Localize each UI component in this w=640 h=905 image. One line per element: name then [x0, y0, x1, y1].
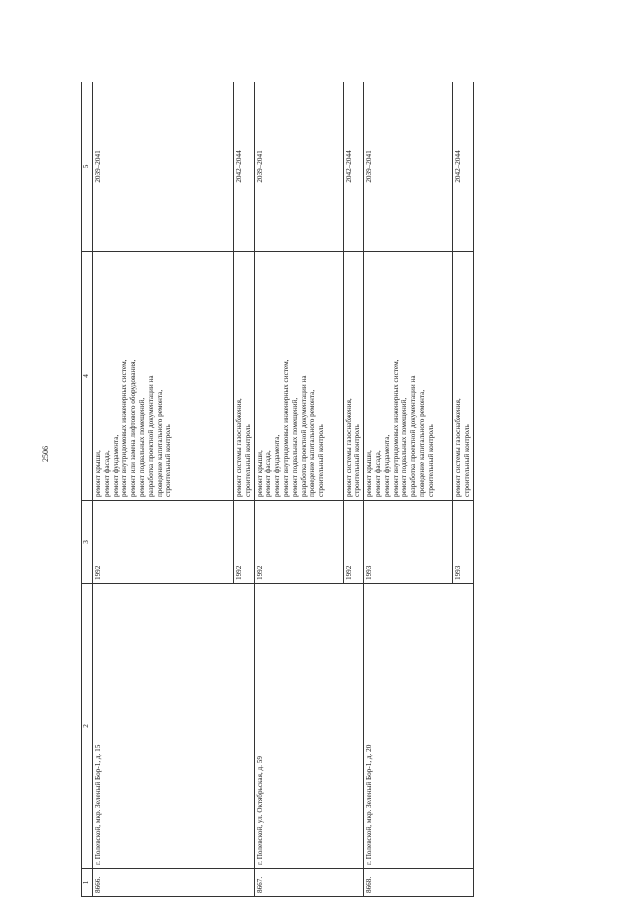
period-cell: 2042–2044 — [453, 82, 474, 252]
page-number: 2506 — [41, 446, 50, 462]
work-item: ремонт подвальных помещений, — [400, 397, 409, 497]
period-cell: 2039–2041 — [254, 82, 343, 252]
work-item: ремонт фасада, — [264, 450, 273, 497]
work-item: проведение капитального ремонта, — [308, 389, 317, 497]
work-item: строительный контроль — [243, 424, 252, 497]
work-item: проведение капитального ремонта, — [417, 389, 426, 497]
work-item: ремонт внутридомовых инженерных систем, — [391, 359, 400, 497]
works-cell — [453, 252, 474, 501]
works-cell — [93, 252, 234, 501]
work-item: ремонт фундамента, — [382, 434, 391, 497]
header-col-1: 1 — [82, 869, 93, 897]
row-number-cell: 8667. — [254, 869, 364, 897]
works-cell — [364, 252, 453, 501]
address-cell: г. Полевской, мкр. Зеленый Бор-1, д. 20 — [364, 584, 474, 869]
year-cell: 1992 — [234, 501, 255, 584]
year-cell: 1992 — [254, 501, 343, 584]
work-item: ремонт крыши, — [255, 450, 264, 497]
header-col-2: 2 — [82, 584, 93, 869]
year-cell: 1993 — [364, 501, 453, 584]
rotated-table-frame — [81, 82, 497, 897]
work-item: строительный контроль — [353, 424, 362, 497]
period-cell: 2039–2041 — [93, 82, 234, 252]
header-row — [82, 82, 93, 897]
header-col-3: 3 — [82, 501, 93, 584]
work-item: разработка проектной документации на — [146, 375, 155, 497]
works-cell — [343, 252, 364, 501]
address-cell: г. Полевской, мкр. Зеленый Бор-1, д. 15 — [93, 584, 255, 869]
table-row — [254, 82, 343, 897]
work-item: разработка проектной документации на — [299, 375, 308, 497]
repair-schedule-table — [81, 82, 474, 897]
work-item: разработка проектной документации на — [409, 375, 418, 497]
work-item: ремонт крыши, — [94, 450, 102, 497]
work-item: ремонт крыши, — [365, 450, 374, 497]
work-item: ремонт системы газоснабжения, — [454, 398, 463, 497]
work-item: ремонт подвальных помещений, — [290, 397, 299, 497]
address-cell: г. Полевской, ул. Октябрьская, д. 59 — [254, 584, 364, 869]
table-row — [93, 82, 234, 897]
year-cell: 1993 — [453, 501, 474, 584]
works-cell — [254, 252, 343, 501]
year-cell: 1992 — [343, 501, 364, 584]
year-cell: 1992 — [93, 501, 234, 584]
header-col-5: 5 — [82, 82, 93, 252]
work-item: ремонт фасада, — [102, 450, 111, 497]
work-item: ремонт системы газоснабжения, — [235, 398, 243, 497]
period-cell: 2039–2041 — [364, 82, 453, 252]
work-item: строительный контроль — [164, 424, 173, 497]
row-number-cell: 8666. — [93, 869, 255, 897]
work-item: ремонт внутридомовых инженерных систем, — [120, 359, 129, 497]
work-item: строительный контроль — [462, 424, 471, 497]
period-cell: 2042–2044 — [234, 82, 255, 252]
work-item: ремонт фундамента, — [273, 434, 282, 497]
table-row — [364, 82, 453, 897]
period-cell: 2042–2044 — [343, 82, 364, 252]
work-item: строительный контроль — [317, 424, 326, 497]
work-item: ремонт или замена лифтового оборудования, — [129, 359, 138, 497]
work-item: ремонт внутридомовых инженерных систем, — [281, 359, 290, 497]
work-item: проведение капитального ремонта, — [155, 389, 164, 497]
work-item: ремонт фундамента, — [111, 434, 120, 497]
work-item: строительный контроль — [426, 424, 435, 497]
row-number-cell: 8668. — [364, 869, 474, 897]
header-col-4: 4 — [82, 252, 93, 501]
works-cell — [234, 252, 255, 501]
work-item: ремонт системы газоснабжения, — [344, 398, 353, 497]
work-item: ремонт подвальных помещений, — [137, 397, 146, 497]
work-item: ремонт фасада, — [373, 450, 382, 497]
document-sheet — [81, 82, 497, 897]
